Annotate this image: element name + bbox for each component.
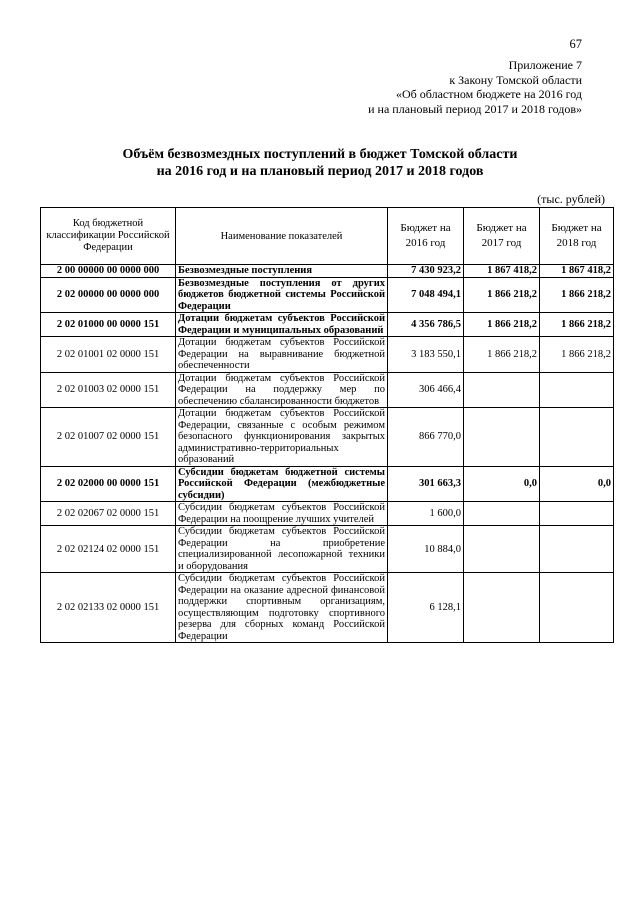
cell-code: 2 02 01003 02 0000 151 (41, 372, 176, 408)
document-title (60, 146, 580, 180)
cell-2017 (464, 502, 540, 526)
units-note: (тыс. рублей) (537, 192, 605, 206)
appendix-line: «Об областном бюджете на 2016 год (396, 87, 582, 101)
table-header-row (41, 208, 614, 265)
table-row (41, 526, 614, 573)
cell-2018: 1 866 218,2 (540, 313, 614, 337)
column-header-2017: Бюджет на 2017 год (464, 208, 540, 265)
cell-2017 (464, 573, 540, 643)
cell-2016: 1 600,0 (388, 502, 464, 526)
cell-2018: 0,0 (540, 466, 614, 502)
table-row (41, 277, 614, 313)
appendix-line: к Закону Томской области (449, 72, 582, 87)
cell-2017 (464, 526, 540, 573)
cell-name: Дотации бюджетам субъектов Российской Федерации на выравнивание бюджетной обеспеченности (176, 337, 388, 373)
cell-name: Дотации бюджетам субъектов Российской Федерации на поддержку мер по обеспечению сбалансированности бюджетов (176, 372, 388, 408)
cell-2018 (540, 573, 614, 643)
cell-2017: 1 866 218,2 (464, 277, 540, 313)
table-row (41, 265, 614, 278)
cell-name: Безвозмездные поступления от других бюджетов бюджетной системы Российской Федерации (176, 277, 388, 313)
cell-2016: 10 884,0 (388, 526, 464, 573)
cell-2017: 1 866 218,2 (464, 337, 540, 373)
cell-2018 (540, 372, 614, 408)
cell-2018 (540, 408, 614, 467)
column-header-2016: Бюджет на 2016 год (388, 208, 464, 265)
cell-code: 2 02 01001 02 0000 151 (41, 337, 176, 373)
cell-2016: 301 663,3 (388, 466, 464, 502)
cell-2017: 0,0 (464, 466, 540, 502)
cell-name: Субсидии бюджетам субъектов Российской Федерации на приобретение специализированной лесопожарной техники и оборудования (176, 526, 388, 573)
column-header-name: Наименование показателей (176, 208, 388, 265)
table-row (41, 573, 614, 643)
cell-2017 (464, 372, 540, 408)
cell-code: 2 02 00000 00 0000 000 (41, 277, 176, 313)
table-row (41, 337, 614, 373)
cell-2018: 1 866 218,2 (540, 277, 614, 313)
table-row (41, 372, 614, 408)
cell-2016: 3 183 550,1 (388, 337, 464, 373)
page-number: 67 (569, 37, 582, 51)
cell-2017 (464, 408, 540, 467)
cell-code: 2 02 02124 02 0000 151 (41, 526, 176, 573)
cell-2018: 1 867 418,2 (540, 265, 614, 278)
cell-2016: 6 128,1 (388, 573, 464, 643)
cell-code: 2 02 02067 02 0000 151 (41, 502, 176, 526)
cell-2018 (540, 526, 614, 573)
title-line: Объём безвозмездных поступлений в бюджет Томской области (122, 147, 518, 162)
cell-code: 2 02 02000 00 0000 151 (41, 466, 176, 502)
cell-2018: 1 866 218,2 (540, 337, 614, 373)
appendix-line: и на плановый период 2017 и 2018 годов» (368, 101, 582, 116)
appendix-line: Приложение 7 (508, 58, 582, 72)
cell-2017: 1 866 218,2 (464, 313, 540, 337)
cell-code: 2 00 00000 00 0000 000 (41, 265, 176, 278)
cell-2016: 4 356 786,5 (388, 313, 464, 337)
cell-code: 2 02 01007 02 0000 151 (41, 408, 176, 467)
cell-code: 2 02 01000 00 0000 151 (41, 313, 176, 337)
cell-2016: 306 466,4 (388, 372, 464, 408)
table-row (41, 313, 614, 337)
cell-name: Дотации бюджетам субъектов Российской Федерации, связанные с особым режимом безопасного функционирования закрытых административно-территориальных образований (176, 408, 388, 467)
cell-name: Субсидии бюджетам субъектов Российской Федерации на поощрение лучших учителей (176, 502, 388, 526)
column-header-code: Код бюджетной классификации Российской Федерации (41, 208, 176, 265)
cell-2017: 1 867 418,2 (464, 265, 540, 278)
cell-2016: 7 048 494,1 (388, 277, 464, 313)
cell-code: 2 02 02133 02 0000 151 (41, 573, 176, 643)
cell-2018 (540, 502, 614, 526)
appendix-header (368, 58, 582, 116)
cell-name: Субсидии бюджетам субъектов Российской Федерации на оказание адресной финансовой поддержки спортивным организациям, осуществляющим подготовку спортивного резерва для сборных команд Российской Федерации (176, 573, 388, 643)
title-line: на 2016 год и на плановый период 2017 и 2018 годов (156, 164, 484, 179)
budget-table (40, 207, 614, 643)
cell-2016: 866 770,0 (388, 408, 464, 467)
column-header-2018: Бюджет на 2018 год (540, 208, 614, 265)
cell-name: Безвозмездные поступления (176, 265, 388, 278)
cell-name: Дотации бюджетам субъектов Российской Федерации и муниципальных образований (176, 313, 388, 337)
table-row (41, 408, 614, 467)
table-row (41, 502, 614, 526)
cell-2016: 7 430 923,2 (388, 265, 464, 278)
cell-name: Субсидии бюджетам бюджетной системы Российской Федерации (межбюджетные субсидии) (176, 466, 388, 502)
table-row (41, 466, 614, 502)
